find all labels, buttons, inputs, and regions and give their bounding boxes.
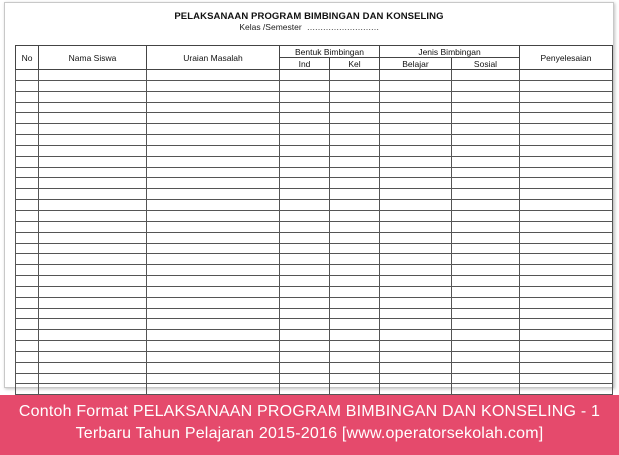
table-cell [147,200,280,211]
table-cell [520,135,613,146]
table-cell [330,135,380,146]
table-cell [380,232,452,243]
table-cell [520,362,613,373]
table-cell [330,362,380,373]
table-cell [380,80,452,91]
table-cell [330,297,380,308]
table-cell [16,210,39,221]
table-cell [380,297,452,308]
table-row [16,276,613,287]
table-cell [147,70,280,81]
table-cell [280,351,330,362]
header-no: No [16,46,39,70]
table-cell [147,254,280,265]
table-cell [16,319,39,330]
table-cell [330,124,380,135]
table-cell [280,80,330,91]
table-cell [147,189,280,200]
table-cell [147,308,280,319]
table-cell [39,167,147,178]
header-belajar: Belajar [380,58,452,70]
header-sosial: Sosial [452,58,520,70]
table-cell [16,200,39,211]
table-cell [280,210,330,221]
table-cell [452,124,520,135]
table-cell [147,330,280,341]
table-row [16,319,613,330]
table-row [16,286,613,297]
table-cell [16,70,39,81]
table-cell [39,265,147,276]
table-cell [330,373,380,384]
table-cell [380,178,452,189]
table-cell [39,200,147,211]
table-cell [280,70,330,81]
table-row [16,91,613,102]
table-row [16,167,613,178]
table-cell [16,276,39,287]
table-row [16,243,613,254]
table-row [16,70,613,81]
header-jenis-bimbingan: Jenis Bimbingan [380,46,520,58]
table-cell [520,167,613,178]
table-cell [520,384,613,395]
table-cell [147,156,280,167]
table-cell [330,145,380,156]
header-uraian-masalah: Uraian Masalah [147,46,280,70]
table-cell [16,286,39,297]
table-cell [330,351,380,362]
table-cell [280,145,330,156]
table-cell [39,286,147,297]
table-row [16,200,613,211]
table-cell [39,80,147,91]
table-cell [330,243,380,254]
table-row [16,221,613,232]
table-cell [452,308,520,319]
table-cell [39,254,147,265]
table-cell [520,210,613,221]
table-cell [330,221,380,232]
table-cell [280,167,330,178]
table-row [16,113,613,124]
header-penyelesaian: Penyelesaian [520,46,613,70]
table-cell [16,243,39,254]
table-cell [452,70,520,81]
table-cell [280,189,330,200]
table-row [16,297,613,308]
table-cell [452,210,520,221]
table-cell [520,254,613,265]
table-cell [380,286,452,297]
table-cell [16,373,39,384]
table-cell [380,373,452,384]
table-cell [380,265,452,276]
table-cell [280,91,330,102]
table-cell [280,297,330,308]
table-cell [147,91,280,102]
table-cell [452,113,520,124]
table-cell [330,167,380,178]
table-cell [39,362,147,373]
table-cell [520,124,613,135]
document-title: PELAKSANAAN PROGRAM BIMBINGAN DAN KONSELING [174,11,444,22]
table-cell [452,286,520,297]
table-cell [520,102,613,113]
table-cell [280,221,330,232]
table-row [16,124,613,135]
caption-line-2: Terbaru Tahun Pelajaran 2015-2016 [www.operatorsekolah.com] [75,425,544,442]
table-cell [380,276,452,287]
table-cell [520,319,613,330]
table-cell [280,254,330,265]
table-cell [16,167,39,178]
table-cell [16,221,39,232]
table-cell [520,200,613,211]
table-cell [380,70,452,81]
table-cell [452,156,520,167]
table-cell [147,276,280,287]
table-cell [280,308,330,319]
table-cell [280,124,330,135]
table-cell [39,384,147,395]
counseling-table [15,45,613,395]
table-cell [330,178,380,189]
table-cell [330,286,380,297]
table-cell [380,221,452,232]
table-cell [520,156,613,167]
table-cell [280,373,330,384]
table-cell [39,221,147,232]
table-cell [39,135,147,146]
table-cell [280,265,330,276]
table-cell [380,200,452,211]
table-cell [380,135,452,146]
table-row [16,156,613,167]
table-cell [520,297,613,308]
table-cell [380,210,452,221]
table-cell [147,265,280,276]
table-cell [452,145,520,156]
table-cell [39,102,147,113]
table-cell [16,135,39,146]
table-cell [330,276,380,287]
table-cell [147,210,280,221]
table-cell [520,351,613,362]
table-cell [452,330,520,341]
table-cell [452,297,520,308]
table-row [16,351,613,362]
table-cell [280,330,330,341]
table-cell [520,276,613,287]
table-cell [380,308,452,319]
table-cell [147,135,280,146]
table-cell [330,254,380,265]
table-cell [380,102,452,113]
table-cell [16,80,39,91]
table-cell [16,351,39,362]
header-kel: Kel [330,58,380,70]
table-row [16,384,613,395]
table-cell [39,70,147,81]
table-cell [520,243,613,254]
table-cell [380,341,452,352]
table-cell [452,102,520,113]
table-cell [330,113,380,124]
table-cell [520,145,613,156]
table-row [16,178,613,189]
table-cell [452,135,520,146]
table-cell [39,341,147,352]
table-cell [39,178,147,189]
table-cell [147,297,280,308]
table-body [16,70,613,395]
table-row [16,330,613,341]
table-cell [330,330,380,341]
table-cell [147,167,280,178]
table-cell [16,91,39,102]
table-cell [380,189,452,200]
table-cell [380,156,452,167]
table-cell [16,156,39,167]
table-cell [520,70,613,81]
table-cell [147,102,280,113]
table-cell [330,265,380,276]
table-cell [39,113,147,124]
table-cell [330,189,380,200]
table-cell [280,200,330,211]
table-cell [380,351,452,362]
table-cell [16,254,39,265]
caption-line-1: Contoh Format PELAKSANAAN PROGRAM BIMBINGAN DAN KONSELING - 1 [18,403,601,420]
table-cell [330,319,380,330]
table-cell [380,319,452,330]
table-cell [16,189,39,200]
table-cell [16,232,39,243]
table-row [16,341,613,352]
table-cell [520,189,613,200]
table-cell [330,156,380,167]
table-cell [39,319,147,330]
table-cell [452,167,520,178]
table-cell [452,319,520,330]
table-cell [330,80,380,91]
table-cell [147,362,280,373]
table-cell [452,373,520,384]
table-cell [520,221,613,232]
table-cell [147,145,280,156]
table-cell [16,124,39,135]
table-cell [452,276,520,287]
table-cell [452,232,520,243]
table-cell [520,265,613,276]
table-cell [452,91,520,102]
table-cell [452,265,520,276]
table-cell [16,341,39,352]
document-page [4,2,614,388]
table-cell [280,286,330,297]
table-cell [39,297,147,308]
table-cell [520,80,613,91]
table-cell [39,91,147,102]
table-cell [16,102,39,113]
table-cell [39,156,147,167]
table-cell [147,319,280,330]
table-cell [147,384,280,395]
table-cell [520,373,613,384]
table-cell [39,232,147,243]
table-cell [330,232,380,243]
table-row [16,189,613,200]
table-cell [452,243,520,254]
table-cell [452,221,520,232]
table-cell [520,308,613,319]
table-cell [280,232,330,243]
table-cell [452,351,520,362]
table-cell [147,221,280,232]
table-cell [147,341,280,352]
table-cell [520,232,613,243]
table-cell [452,189,520,200]
table-cell [280,243,330,254]
table-cell [330,308,380,319]
table-cell [380,254,452,265]
table-row [16,265,613,276]
table-cell [39,243,147,254]
table-cell [280,113,330,124]
table-cell [16,113,39,124]
table-row [16,254,613,265]
table-cell [39,373,147,384]
table-cell [330,91,380,102]
table-cell [330,341,380,352]
table-cell [280,276,330,287]
table-cell [39,276,147,287]
header-bentuk-bimbingan: Bentuk Bimbingan [280,46,380,58]
header-nama-siswa: Nama Siswa [39,46,147,70]
table-cell [520,286,613,297]
table-cell [147,232,280,243]
table-row [16,145,613,156]
class-semester-label: Kelas /Semester [239,22,302,32]
table-cell [330,102,380,113]
table-cell [330,210,380,221]
table-cell [380,167,452,178]
table-row [16,80,613,91]
class-semester-blank: ……………………… [306,22,379,32]
table-cell [39,351,147,362]
table-cell [147,243,280,254]
table-cell [16,384,39,395]
table-cell [520,91,613,102]
table-cell [16,297,39,308]
table-cell [147,286,280,297]
table-cell [147,373,280,384]
table-cell [330,70,380,81]
table-cell [39,210,147,221]
table-cell [39,124,147,135]
table-cell [452,384,520,395]
table-cell [147,124,280,135]
table-cell [147,351,280,362]
table-cell [380,243,452,254]
table-cell [520,113,613,124]
table-cell [452,254,520,265]
table-cell [380,362,452,373]
table-row [16,362,613,373]
table-cell [452,362,520,373]
table-cell [452,178,520,189]
table-cell [520,330,613,341]
document-subtitle [5,22,613,32]
table-row [16,210,613,221]
table-row [16,232,613,243]
table-cell [147,178,280,189]
table-row [16,102,613,113]
table-row [16,135,613,146]
table-cell [39,308,147,319]
table-cell [380,124,452,135]
table-cell [39,330,147,341]
table-cell [380,145,452,156]
table-cell [280,178,330,189]
table-cell [280,341,330,352]
table-cell [16,145,39,156]
table-cell [452,80,520,91]
table-cell [16,265,39,276]
table-cell [16,308,39,319]
table-cell [280,135,330,146]
header-ind: Ind [280,58,330,70]
table-cell [452,341,520,352]
table-cell [380,330,452,341]
caption-banner [0,395,619,455]
table-cell [380,91,452,102]
table-cell [16,178,39,189]
table-cell [330,384,380,395]
table-cell [16,330,39,341]
table-cell [39,189,147,200]
table-cell [520,178,613,189]
table-cell [280,319,330,330]
table-cell [520,341,613,352]
table-cell [147,80,280,91]
table-cell [39,145,147,156]
table-cell [380,384,452,395]
table-cell [280,384,330,395]
table-cell [380,113,452,124]
table-cell [16,362,39,373]
table-cell [280,102,330,113]
table-row [16,373,613,384]
table-cell [452,200,520,211]
table-cell [147,113,280,124]
table-cell [280,362,330,373]
table-cell [330,200,380,211]
table-cell [280,156,330,167]
table-row [16,308,613,319]
